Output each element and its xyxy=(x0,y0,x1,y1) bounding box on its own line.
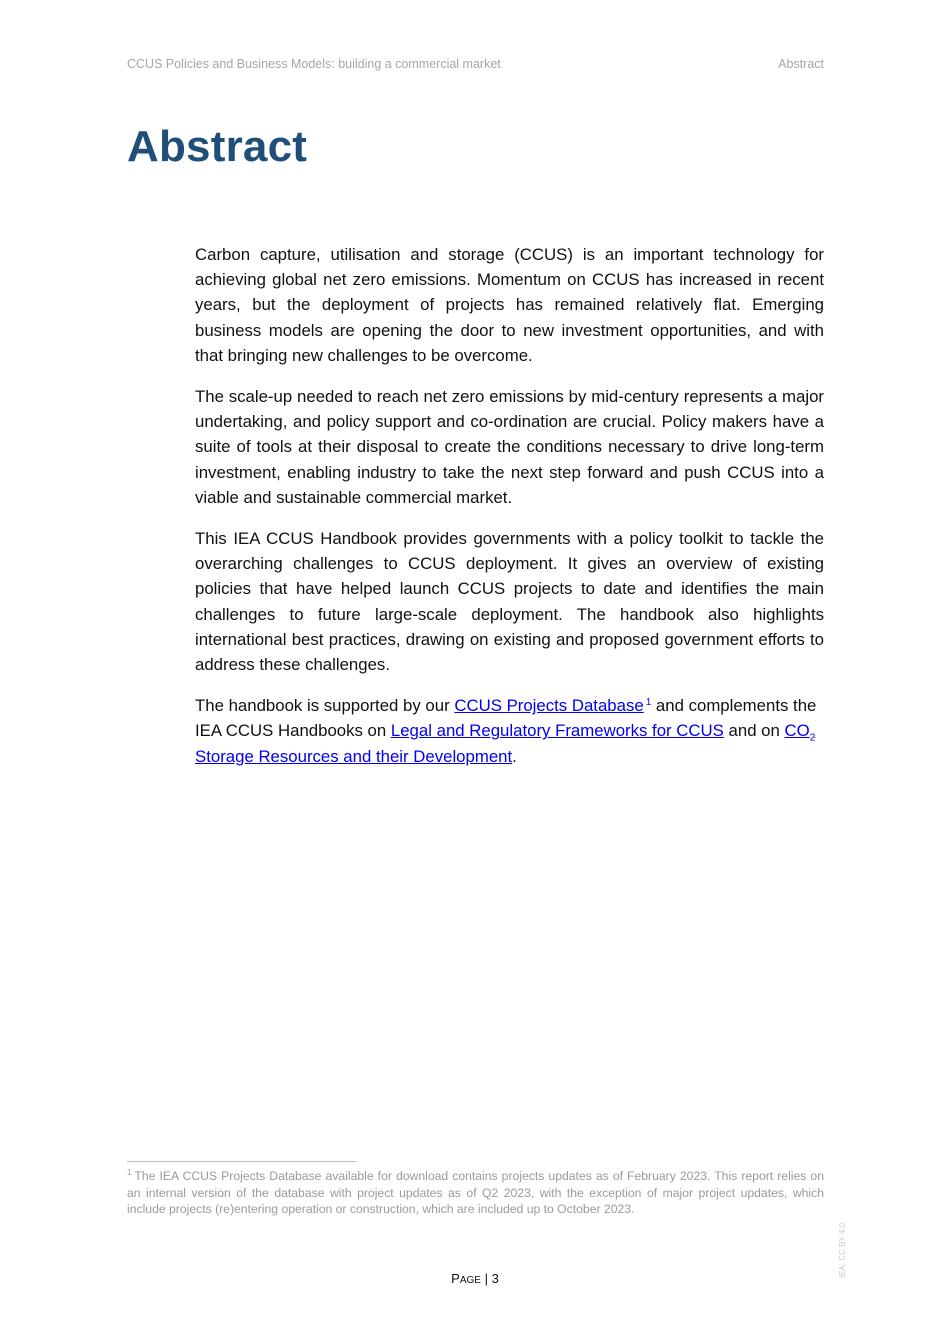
footnote-marker: 1 xyxy=(127,1167,132,1177)
page-number xyxy=(0,1271,950,1286)
ccus-projects-database-link[interactable]: CCUS Projects Database xyxy=(454,696,644,716)
page-number-value: 3 xyxy=(491,1271,499,1286)
footnote-text: The IEA CCUS Projects Database available for download contains projects updates as of February 2023. This report relies on an internal version of the database with project updates as of Q2 2023, with the exception of major project updates, which include projects (re)entering operation or construction, which are included up to October 2023. xyxy=(127,1169,824,1216)
license-note: IEA. CC BY 4.0. xyxy=(838,1220,847,1278)
co2-link-suffix: Storage Resources and their Development xyxy=(195,746,513,766)
paragraph-1: Carbon capture, utilisation and storage (CCUS) is an important technology for achieving global net zero emissions. Momentum on CCUS has increased in recent years, but the deployment of projects has remained relatively flat. Emerging business models are opening the door to new investment opportunities, and with that bringing new challenges to be overcome. xyxy=(195,245,824,365)
paragraph-2: The scale-up needed to reach net zero emissions by mid-century represents a major undertaking, and policy support and co-ordination are crucial. Policy makers have a suite of tools at their disposal to create the conditions necessary to drive long-term investment, enabling industry to take the next step forward and push CCUS into a viable and sustainable commercial market. xyxy=(195,387,824,507)
paragraph-4-text-2: and complements the IEA CCUS Handbooks on xyxy=(195,696,817,741)
footnote-reference[interactable]: 1 xyxy=(645,696,652,708)
legal-regulatory-frameworks-link[interactable]: Legal and Regulatory Frameworks for CCUS xyxy=(390,721,724,741)
abstract-body xyxy=(195,242,824,785)
paragraph-3: This IEA CCUS Handbook provides governments with a policy toolkit to tackle the overarching challenges to CCUS deployment. It gives an overview of existing policies that have helped launch CCUS projects to date and identifies the main challenges to future large-scale deployment. The handbook also highlights international best practices, drawing on existing and proposed government efforts to address these challenges. xyxy=(195,529,824,675)
paragraph-4-text-3: and on xyxy=(723,721,785,741)
page-title: Abstract xyxy=(127,122,308,171)
footnote-divider xyxy=(127,1161,356,1162)
page-label-rest: AGE xyxy=(459,1275,481,1286)
paragraph-4-text-4: . xyxy=(512,746,517,766)
co2-link-prefix: CO xyxy=(784,721,810,741)
paragraph-4 xyxy=(195,693,824,769)
paragraph-4-text-1: The handbook is supported by our xyxy=(195,696,455,716)
co2-subscript: 2 xyxy=(809,732,816,744)
footnote xyxy=(127,1168,824,1218)
page-separator: | xyxy=(480,1271,492,1286)
page-label-initial: P xyxy=(451,1271,460,1286)
running-header xyxy=(127,57,824,71)
header-section-name: Abstract xyxy=(778,57,824,71)
header-document-title: CCUS Policies and Business Models: building a commercial market xyxy=(127,57,501,71)
